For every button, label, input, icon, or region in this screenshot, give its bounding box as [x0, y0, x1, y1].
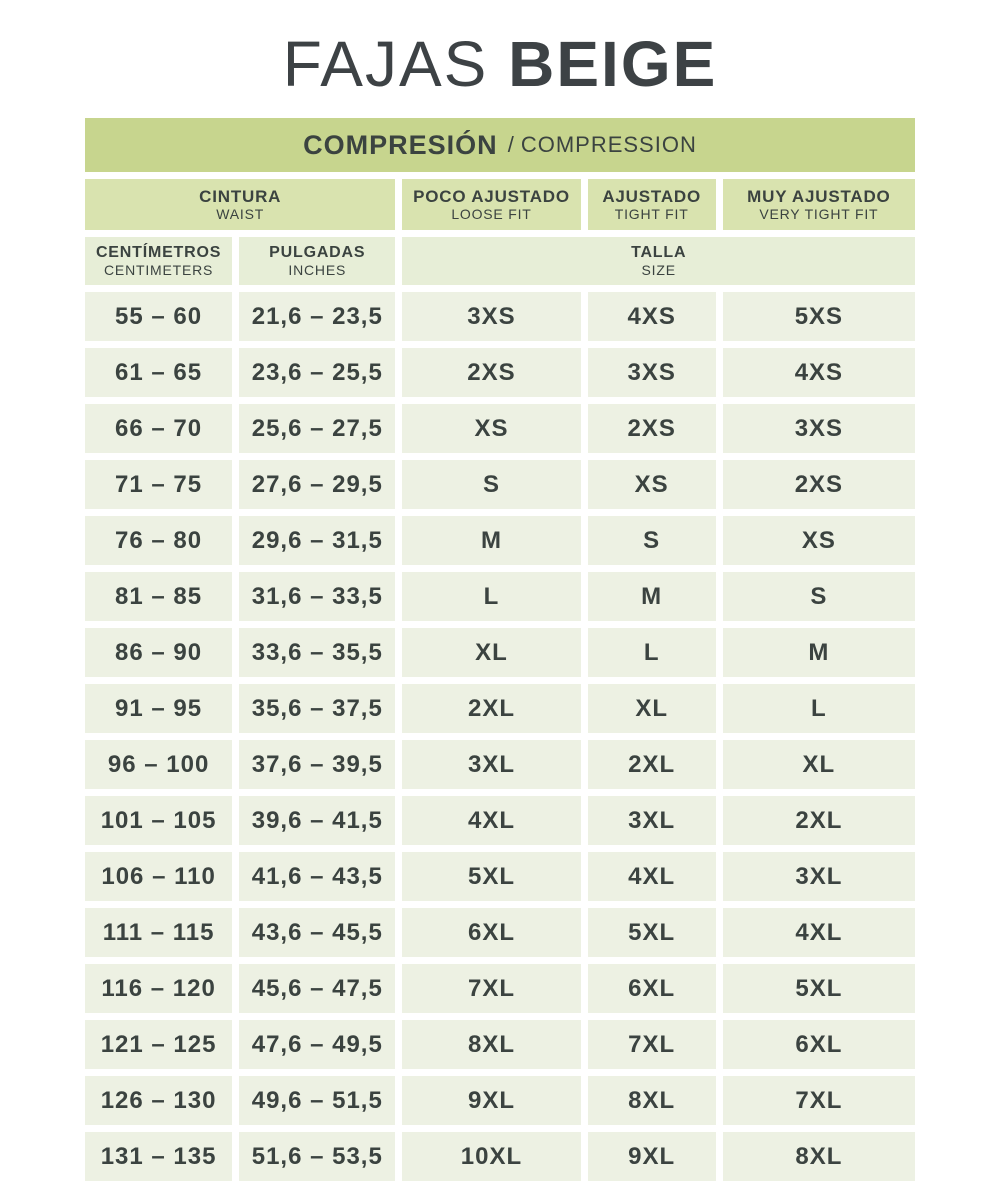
- waist-label-es: CINTURA: [199, 186, 282, 206]
- very-tight-fit-size-cell: 2XL: [723, 796, 915, 845]
- loose-fit-size-cell: L: [402, 572, 580, 621]
- loose-fit-size-cell: 4XL: [402, 796, 580, 845]
- tight-fit-size-cell: 2XS: [588, 404, 716, 453]
- subheader-centimeters: [85, 237, 232, 285]
- title-brand-light: FAJAS: [282, 28, 509, 100]
- cm-range-cell: 66 – 70: [85, 404, 232, 453]
- tight-fit-size-cell: XL: [588, 684, 716, 733]
- inch-range-cell: 35,6 – 37,5: [239, 684, 395, 733]
- column-header-very-tight-fit: [723, 179, 915, 230]
- tight-fit-size-cell: 4XL: [588, 852, 716, 901]
- inch-range-cell: 45,6 – 47,5: [239, 964, 395, 1013]
- very-tight-fit-size-cell: 5XL: [723, 964, 915, 1013]
- loose-fit-size-cell: 3XL: [402, 740, 580, 789]
- cm-range-cell: 121 – 125: [85, 1020, 232, 1069]
- cm-range-cell: 76 – 80: [85, 516, 232, 565]
- loose-fit-size-cell: 9XL: [402, 1076, 580, 1125]
- tight-fit-size-cell: 3XL: [588, 796, 716, 845]
- size-label-en: SIZE: [641, 262, 676, 279]
- tight-fit-size-cell: 9XL: [588, 1132, 716, 1181]
- loose-fit-size-cell: M: [402, 516, 580, 565]
- subheader-inches: [239, 237, 395, 285]
- cm-range-cell: 116 – 120: [85, 964, 232, 1013]
- compression-banner: [85, 118, 915, 172]
- cm-range-cell: 111 – 115: [85, 908, 232, 957]
- tight-fit-size-cell: 4XS: [588, 292, 716, 341]
- very-tight-fit-size-cell: 4XL: [723, 908, 915, 957]
- cm-range-cell: 96 – 100: [85, 740, 232, 789]
- very-tight-fit-size-cell: 3XL: [723, 852, 915, 901]
- inch-range-cell: 47,6 – 49,5: [239, 1020, 395, 1069]
- inch-range-cell: 39,6 – 41,5: [239, 796, 395, 845]
- waist-label-en: WAIST: [216, 206, 265, 223]
- very-tight-fit-label-en: VERY TIGHT FIT: [759, 206, 879, 223]
- tight-fit-size-cell: XS: [588, 460, 716, 509]
- loose-fit-size-cell: S: [402, 460, 580, 509]
- very-tight-fit-size-cell: XS: [723, 516, 915, 565]
- loose-fit-size-cell: 5XL: [402, 852, 580, 901]
- cm-range-cell: 86 – 90: [85, 628, 232, 677]
- tight-fit-label-en: TIGHT FIT: [614, 206, 689, 223]
- inch-range-cell: 23,6 – 25,5: [239, 348, 395, 397]
- very-tight-fit-label-es: MUY AJUSTADO: [747, 186, 891, 206]
- tight-fit-size-cell: M: [588, 572, 716, 621]
- inch-range-cell: 21,6 – 23,5: [239, 292, 395, 341]
- inches-label-es: PULGADAS: [269, 244, 366, 261]
- cm-range-cell: 61 – 65: [85, 348, 232, 397]
- inch-range-cell: 43,6 – 45,5: [239, 908, 395, 957]
- very-tight-fit-size-cell: 6XL: [723, 1020, 915, 1069]
- tight-fit-size-cell: 7XL: [588, 1020, 716, 1069]
- cm-range-cell: 126 – 130: [85, 1076, 232, 1125]
- tight-fit-size-cell: L: [588, 628, 716, 677]
- loose-fit-size-cell: 2XL: [402, 684, 580, 733]
- inch-range-cell: 33,6 – 35,5: [239, 628, 395, 677]
- very-tight-fit-size-cell: S: [723, 572, 915, 621]
- loose-fit-size-cell: XS: [402, 404, 580, 453]
- tight-fit-size-cell: 8XL: [588, 1076, 716, 1125]
- inch-range-cell: 31,6 – 33,5: [239, 572, 395, 621]
- inches-label-en: INCHES: [288, 262, 347, 279]
- very-tight-fit-size-cell: 5XS: [723, 292, 915, 341]
- compression-label-en: COMPRESSION: [520, 132, 697, 157]
- centimeters-label-es: CENTÍMETROS: [95, 244, 222, 261]
- centimeters-label-en: CENTIMETERS: [104, 262, 214, 279]
- size-label-es: TALLA: [631, 244, 687, 261]
- inch-range-cell: 49,6 – 51,5: [239, 1076, 395, 1125]
- compression-divider: /: [507, 132, 514, 157]
- cm-range-cell: 131 – 135: [85, 1132, 232, 1181]
- cm-range-cell: 91 – 95: [85, 684, 232, 733]
- tight-fit-label-es: AJUSTADO: [602, 186, 701, 206]
- tight-fit-size-cell: 6XL: [588, 964, 716, 1013]
- loose-fit-size-cell: 3XS: [402, 292, 580, 341]
- tight-fit-size-cell: 3XS: [588, 348, 716, 397]
- tight-fit-size-cell: S: [588, 516, 716, 565]
- very-tight-fit-size-cell: M: [723, 628, 915, 677]
- loose-fit-size-cell: 8XL: [402, 1020, 580, 1069]
- very-tight-fit-size-cell: 2XS: [723, 460, 915, 509]
- loose-fit-size-cell: XL: [402, 628, 580, 677]
- loose-fit-size-cell: 2XS: [402, 348, 580, 397]
- loose-fit-size-cell: 6XL: [402, 908, 580, 957]
- inch-range-cell: 25,6 – 27,5: [239, 404, 395, 453]
- inch-range-cell: 27,6 – 29,5: [239, 460, 395, 509]
- compression-label-es: COMPRESIÓN: [303, 129, 498, 160]
- very-tight-fit-size-cell: 4XS: [723, 348, 915, 397]
- very-tight-fit-size-cell: L: [723, 684, 915, 733]
- page-title: [0, 16, 1000, 112]
- size-chart-table: [85, 118, 915, 1181]
- loose-fit-size-cell: 10XL: [402, 1132, 580, 1181]
- tight-fit-size-cell: 5XL: [588, 908, 716, 957]
- cm-range-cell: 101 – 105: [85, 796, 232, 845]
- subheader-size: [402, 237, 915, 285]
- inch-range-cell: 37,6 – 39,5: [239, 740, 395, 789]
- very-tight-fit-size-cell: 7XL: [723, 1076, 915, 1125]
- cm-range-cell: 71 – 75: [85, 460, 232, 509]
- cm-range-cell: 106 – 110: [85, 852, 232, 901]
- loose-fit-size-cell: 7XL: [402, 964, 580, 1013]
- inch-range-cell: 29,6 – 31,5: [239, 516, 395, 565]
- inch-range-cell: 41,6 – 43,5: [239, 852, 395, 901]
- inch-range-cell: 51,6 – 53,5: [239, 1132, 395, 1181]
- column-header-waist: [85, 179, 395, 230]
- loose-fit-label-en: LOOSE FIT: [451, 206, 532, 223]
- tight-fit-size-cell: 2XL: [588, 740, 716, 789]
- very-tight-fit-size-cell: 3XS: [723, 404, 915, 453]
- title-brand-bold: BEIGE: [508, 28, 718, 100]
- loose-fit-label-es: POCO AJUSTADO: [413, 186, 570, 206]
- column-header-loose-fit: [402, 179, 580, 230]
- cm-range-cell: 81 – 85: [85, 572, 232, 621]
- very-tight-fit-size-cell: XL: [723, 740, 915, 789]
- very-tight-fit-size-cell: 8XL: [723, 1132, 915, 1181]
- cm-range-cell: 55 – 60: [85, 292, 232, 341]
- column-header-tight-fit: [588, 179, 716, 230]
